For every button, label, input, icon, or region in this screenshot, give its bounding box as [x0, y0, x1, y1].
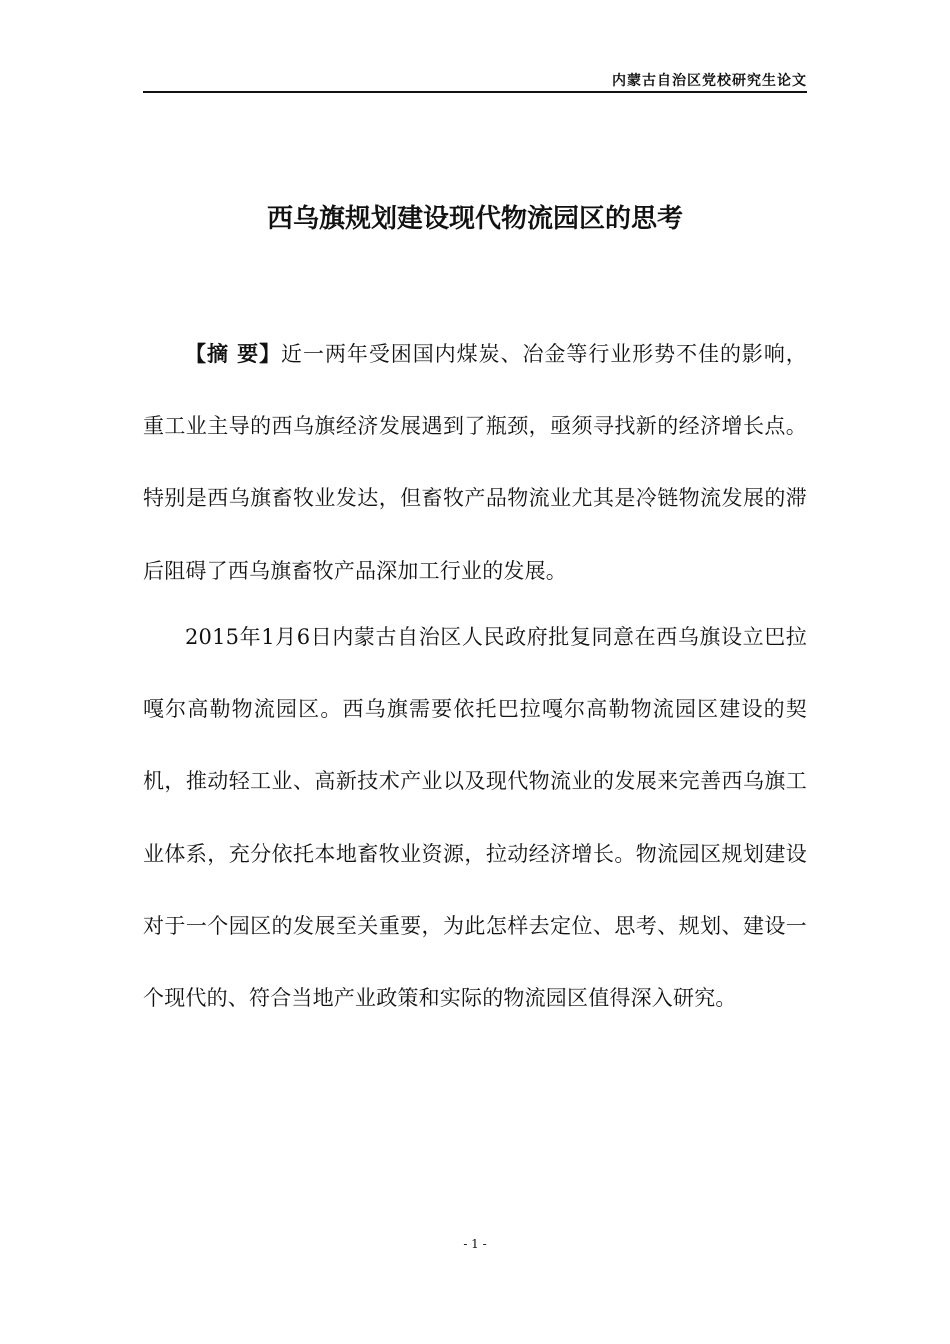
document-title: 西乌旗规划建设现代物流园区的思考 [266, 204, 683, 234]
abstract-paragraph-2: 2015年1月6日内蒙古自治区人民政府批复同意在西乌旗设立巴拉嘎尔高勒物流园区。西乌旗需要依托巴拉嘎尔高勒物流园区建设的契机，推动轻工业、高新技术产业以及现代物流业的发展来完善西乌旗工业体系，充分依托本地畜牧业资源，拉动经济增长。物流园区规划建设对于一个园区的发展至关重要，为此怎样去定位、思考、规划、建设一个现代的、符合当地产业政策和实际的物流园区值得深入研究。 [143, 625, 807, 1011]
abstract-label: 【摘 要】 [185, 342, 282, 366]
header-divider [143, 91, 807, 93]
running-header: 内蒙古自治区党校研究生论文 [612, 73, 807, 89]
abstract-paragraph-1-text: 近一两年受困国内煤炭、冶金等行业形势不佳的影响，重工业主导的西乌旗经济发展遇到了瓶颈，亟须寻找新的经济增长点。特别是西乌旗畜牧业发达，但畜牧产品物流业尤其是冷链物流发展的滞后阻碍了西乌旗畜牧产品深加工行业的发展。 [143, 342, 807, 583]
page-number: - 1 - [463, 1237, 487, 1251]
abstract-paragraph-1 [143, 318, 807, 607]
